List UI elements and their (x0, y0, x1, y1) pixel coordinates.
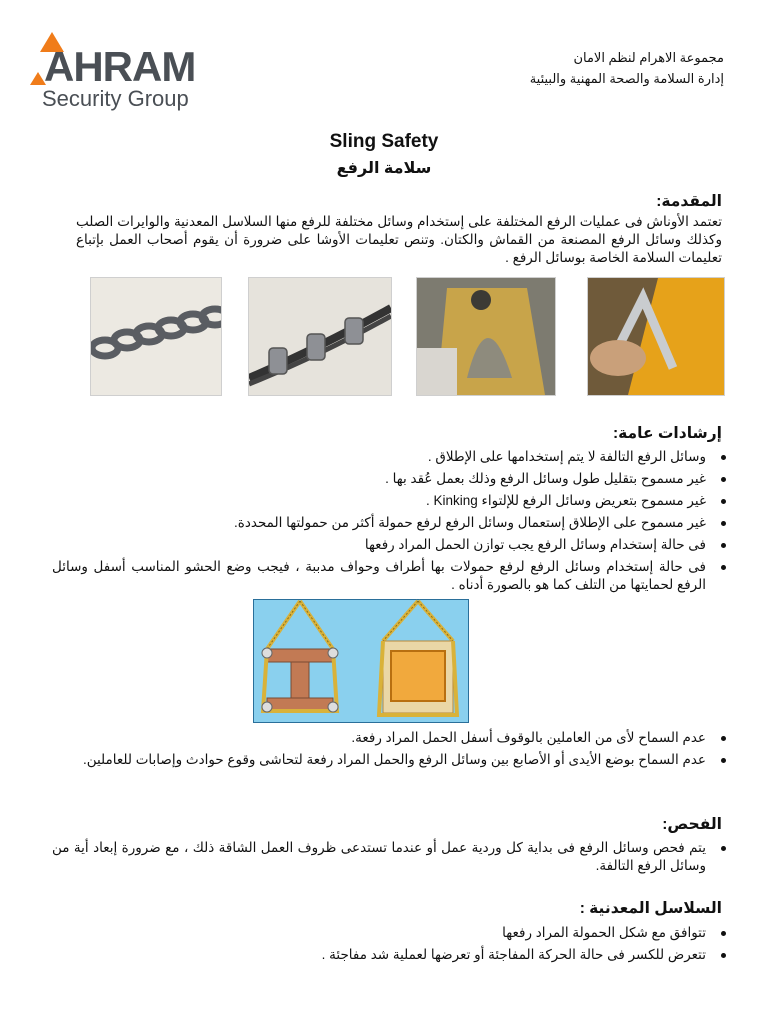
org-name: مجموعة الاهرام لنظم الامان (573, 50, 724, 65)
bullet-icon (721, 931, 726, 936)
hook-sling-photo (416, 277, 556, 396)
list-item: غير مسموح بتعريض وسائل الرفع للإلتواء Kinking . (52, 492, 728, 510)
web-sling-photo (587, 277, 725, 396)
logo-subtitle: Security Group (42, 86, 189, 111)
intro-paragraph: تعتمد الأوناش فى عمليات الرفع المختلفة على إستخدام وسائل مختلفة للرفع منها السلاسل المعدنية والوايرات الصلب وكذلك وسائل الرفع المصنعة من القماش والكتان. وتنص تعليمات الأوشا على ضرورة أن يقوم أصحاب العمل بإتباع تعليمات السلامة الخاصة بوسائل الرفع . (76, 214, 722, 265)
org-header (424, 47, 724, 89)
logo-wordmark: AHRAM (44, 43, 196, 90)
general-heading: إرشادات عامة: (612, 425, 722, 442)
list-item: عدم السماح بوضع الأيدى أو الأصابع بين وسائل الرفع والحمل المراد رفعة لتحاشى وقوع حوادث وإصابات للعاملين. (52, 751, 728, 769)
chains-list-wrap (52, 924, 728, 968)
list-item: تتعرض للكسر فى حالة الحركة المفاجئة أو تعرضها لعملية شد مفاجئة . (52, 946, 728, 964)
bullet-icon (721, 565, 726, 570)
company-logo (30, 30, 230, 115)
list-item: غير مسموح على الإطلاق إستعمال وسائل الرفع لرفع حمولة أكثر من حمولتها المحددة. (52, 514, 728, 532)
chains-heading: السلاسل المعدنية : (579, 900, 722, 917)
general-list-wrap (52, 448, 728, 598)
bullet-icon (721, 953, 726, 958)
bullet-icon (721, 477, 726, 482)
inspection-heading: الفحص: (662, 816, 722, 833)
list-item: يتم فحص وسائل الرفع فى بداية كل وردية عمل أو عندما تستدعى ظروف العمل الشاقة ذلك ، مع ضرورة إبعاد أية من وسائل الرفع التالفة. (52, 839, 728, 875)
list-item: عدم السماح لأى من العاملين بالوقوف أسفل الحمل المراد رفعة. (52, 729, 728, 747)
bullet-icon (721, 758, 726, 763)
page-subtitle: سلامة الرفع (336, 160, 432, 177)
bullet-icon (721, 521, 726, 526)
chains-list (52, 924, 728, 964)
list-item: تتوافق مع شكل الحمولة المراد رفعها (52, 924, 728, 942)
page-title: Sling Safety (329, 131, 439, 152)
list-item: وسائل الرفع التالفة لا يتم إستخدامها على الإطلاق . (52, 448, 728, 466)
org-department: إدارة السلامة والصحة المهنية والبيئية (529, 71, 724, 86)
inspection-list-wrap (52, 839, 728, 879)
bullet-icon (721, 455, 726, 460)
general-list-after-wrap (52, 729, 728, 773)
chain-photo (90, 277, 222, 396)
wire-rope-clips-photo (248, 277, 392, 396)
list-item: فى حالة إستخدام وسائل الرفع لرفع حمولات بها أطراف وحواف مدببة ، فيجب وضع الحشو المناسب أسفل وسائل الرفع لحمايتها من التلف كما هو بالصورة أدناه . (52, 558, 728, 594)
bullet-icon (721, 499, 726, 504)
bullet-icon (721, 736, 726, 741)
sling-padding-diagram (253, 599, 469, 723)
general-list-after (52, 729, 728, 769)
general-list (52, 448, 728, 594)
intro-heading: المقدمة: (656, 193, 722, 210)
list-item: غير مسموح بتقليل طول وسائل الرفع وذلك بعمل عُقد بها . (52, 470, 728, 488)
bullet-icon (721, 846, 726, 851)
inspection-list (52, 839, 728, 875)
bullet-icon (721, 543, 726, 548)
list-item: فى حالة إستخدام وسائل الرفع يجب توازن الحمل المراد رفعها (52, 536, 728, 554)
